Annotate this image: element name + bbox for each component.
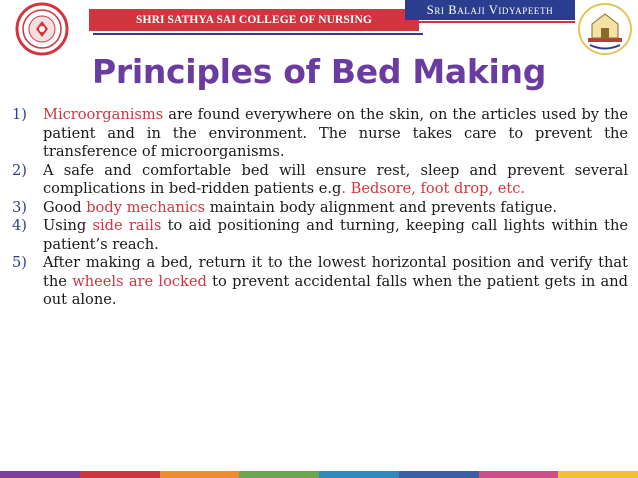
college-name-banner bbox=[89, 9, 419, 31]
slide-title: Principles of Bed Making bbox=[91, 52, 547, 91]
text-segment: to aid positioning and turning, keeping call lights within the patient’s reach. bbox=[43, 217, 628, 253]
text-segment: A safe and comfortable bed will ensure rest, sleep and prevent several complications in bed-ridden patients e.g bbox=[43, 161, 628, 197]
text-segment: to prevent accidental falls when the patient gets in and out alone. bbox=[43, 272, 628, 308]
university-name: Sri Balaji Vidyapeeth bbox=[426, 2, 554, 17]
list-item-number: 3) bbox=[12, 198, 27, 216]
list-item-number: 2) bbox=[12, 161, 27, 179]
footer-stripe-segment bbox=[239, 471, 319, 478]
footer-stripe-segment bbox=[479, 471, 559, 478]
list-item bbox=[12, 162, 628, 199]
list-item-text bbox=[43, 217, 628, 254]
highlighted-term: Microorganisms bbox=[43, 106, 164, 123]
footer-stripe-segment bbox=[319, 471, 399, 478]
list-item-text bbox=[43, 162, 628, 199]
list-item-number: 5) bbox=[12, 254, 27, 271]
text-segment: Good bbox=[43, 198, 87, 216]
list-item bbox=[12, 217, 628, 254]
footer-stripe-segment bbox=[0, 471, 80, 478]
text-segment: are found everywhere on the skin, on the articles used by the patient and in the environment. The nurse takes care to prevent the transference of microorganisms. bbox=[43, 106, 628, 160]
text-segment: maintain body alignment and prevents fatigue. bbox=[205, 198, 558, 216]
college-name: SHRI SATHYA SAI COLLEGE OF NURSING bbox=[136, 14, 372, 26]
footer-stripe-segment bbox=[399, 471, 479, 478]
list-item-text bbox=[43, 106, 628, 162]
highlighted-term: side rails bbox=[92, 217, 162, 234]
college-logo bbox=[10, 2, 74, 56]
list-item-text bbox=[43, 199, 628, 218]
list-item bbox=[12, 199, 628, 218]
footer-stripe-segment bbox=[558, 471, 638, 478]
list-item bbox=[12, 106, 628, 162]
highlighted-term: . Bedsore, foot drop, etc. bbox=[341, 180, 526, 197]
university-name-banner bbox=[405, 0, 575, 20]
footer-stripe-segment bbox=[80, 471, 160, 478]
footer-color-stripe bbox=[0, 471, 638, 478]
university-logo bbox=[576, 2, 634, 56]
list-item-number: 4) bbox=[12, 217, 27, 234]
highlighted-term: wheels are locked bbox=[72, 272, 207, 290]
principles-list bbox=[12, 106, 628, 310]
text-segment: After making a bed, return it to the lowest horizontal position and verify that the bbox=[43, 254, 628, 290]
footer-stripe-segment bbox=[160, 471, 240, 478]
text-segment: Using bbox=[43, 217, 93, 234]
highlighted-term: body mechanics bbox=[86, 198, 206, 216]
list-item bbox=[12, 254, 628, 310]
list-item-number: 1) bbox=[12, 106, 27, 123]
list-item-text bbox=[43, 254, 628, 310]
